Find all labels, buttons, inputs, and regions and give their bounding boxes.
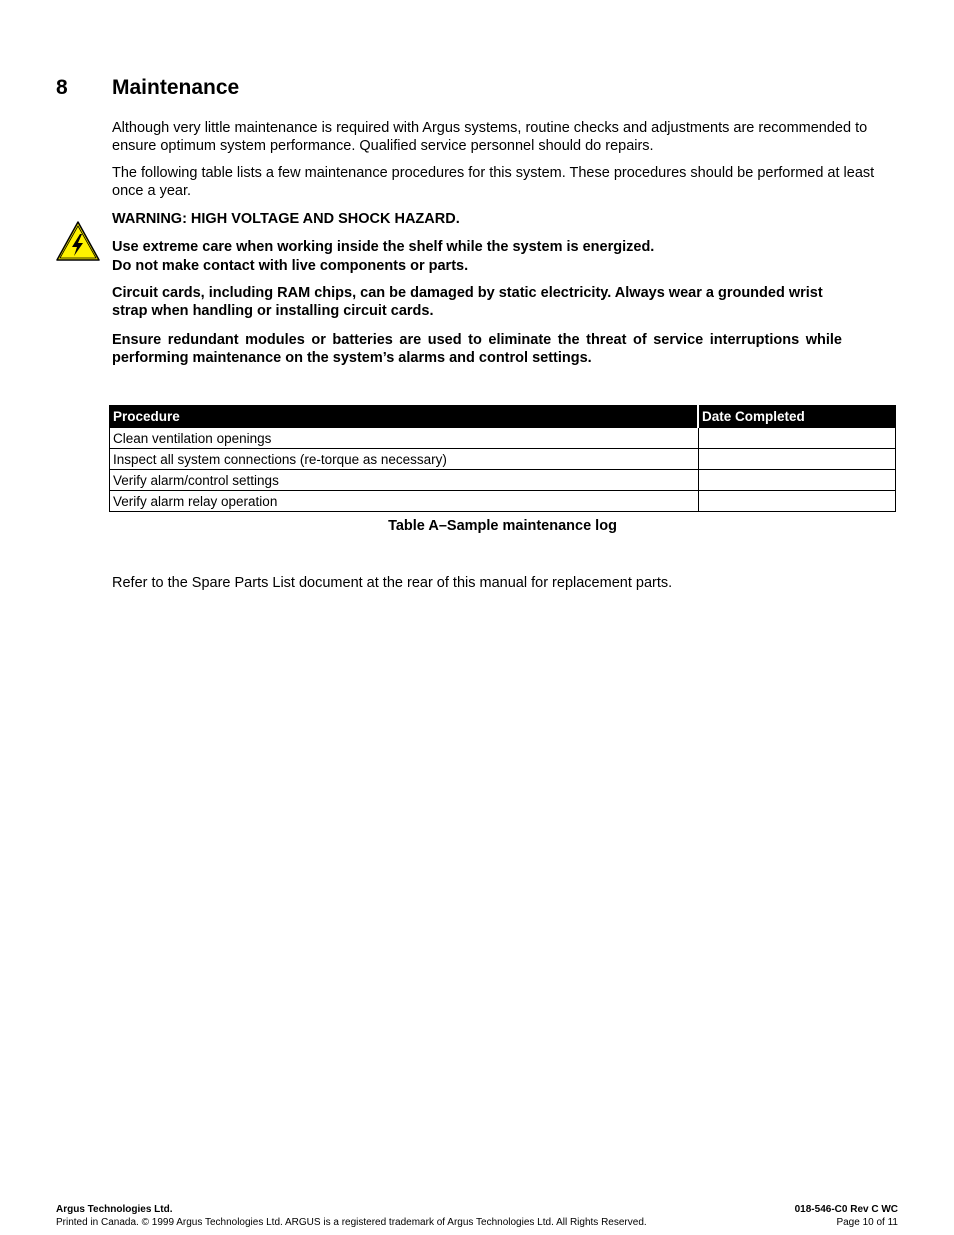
section-title: Maintenance [112,76,240,99]
static-warning: Circuit cards, including RAM chips, can be damaged by static electricity. Always wear a grounded wrist strap when handling or installing circuit cards. [112,285,823,319]
high-voltage-warning-icon [55,220,101,262]
table-header-row [110,406,896,428]
section-number: 8 [56,76,68,99]
warning-line-2: Do not make contact with live components or parts. [112,258,469,274]
header-date-completed: Date Completed [698,406,896,428]
procedure-cell: Verify alarm relay operation [110,491,699,512]
header-procedure: Procedure [110,406,699,428]
procedure-cell: Inspect all system connections (re-torque as necessary) [110,449,699,470]
footer-left [56,1203,647,1229]
date-cell [698,449,896,470]
spare-parts-note: Refer to the Spare Parts List document at the rear of this manual for replacement parts. [112,575,673,591]
procedure-cell: Verify alarm/control settings [110,470,699,491]
footer-right [795,1203,898,1229]
maintenance-log-table [109,405,896,512]
table-row [110,428,896,449]
footer-company: Argus Technologies Ltd. [56,1204,173,1215]
section-heading [56,76,239,100]
warning-title: WARNING: HIGH VOLTAGE AND SHOCK HAZARD. [112,211,460,227]
warning-line-1: Use extreme care when working inside the shelf while the system is energized. [112,239,655,255]
footer-doc-number: 018-546-C0 Rev C WC [794,1204,898,1215]
date-cell [698,470,896,491]
procedure-cell: Clean ventilation openings [110,428,699,449]
table-row [110,491,896,512]
date-cell [698,491,896,512]
intro-paragraph: Although very little maintenance is required with Argus systems, routine checks and adjustments are recommended to ensure optimum system performance. Qualified service personnel should do repairs. [112,120,868,154]
table-row [110,449,896,470]
date-cell [698,428,896,449]
table-row [110,470,896,491]
table-intro-paragraph: The following table lists a few maintenance procedures for this system. These procedures should be performed at least once a year. [112,165,875,199]
footer-page-number: Page 10 of 11 [836,1217,898,1228]
footer-copyright: Printed in Canada. © 1999 Argus Technologies Ltd. ARGUS is a registered trademark of Argus Technologies Ltd. All Rights Reserved. [56,1217,647,1228]
table-caption: Table A–Sample maintenance log [388,518,617,534]
redundant-warning: Ensure redundant modules or batteries are used to eliminate the threat of service interruptions while performing maintenance on the system’s alarms and control settings. [112,332,842,366]
